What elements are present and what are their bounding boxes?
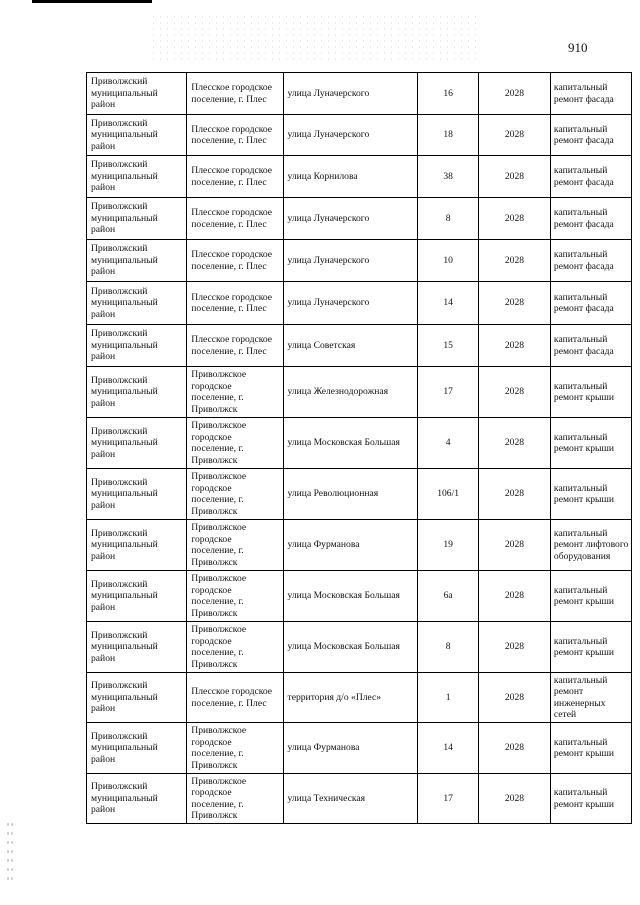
district-cell: Приволжский муниципальный район (87, 774, 187, 824)
work-type-cell: капитальный ремонт фасада (550, 73, 631, 115)
street-cell: улица Московская Большая (283, 571, 418, 622)
street-cell: улица Техническая (283, 774, 418, 824)
house-number-cell: 17 (418, 774, 479, 824)
street-cell: улица Московская Большая (283, 622, 418, 673)
work-type-cell: капитальный ремонт фасада (550, 282, 631, 325)
year-cell: 2028 (479, 198, 551, 240)
house-number-cell: 6а (418, 571, 479, 622)
settlement-cell: Плесское городское поселение, г. Плес (187, 115, 283, 156)
district-cell: Приволжский муниципальный район (87, 622, 187, 673)
year-cell: 2028 (479, 622, 551, 673)
table-row (87, 156, 632, 198)
district-cell: Приволжский муниципальный район (87, 571, 187, 622)
district-cell: Приволжский муниципальный район (87, 469, 187, 520)
work-type-cell: капитальный ремонт фасада (550, 325, 631, 367)
year-cell: 2028 (479, 418, 551, 469)
district-cell: Приволжский муниципальный район (87, 73, 187, 115)
street-cell: улица Фурманова (283, 723, 418, 774)
year-cell: 2028 (479, 240, 551, 282)
street-cell: улица Революционная (283, 469, 418, 520)
work-type-cell: капитальный ремонт фасада (550, 115, 631, 156)
work-type-cell: капитальный ремонт лифтового оборудования (550, 520, 631, 571)
house-number-cell: 14 (418, 282, 479, 325)
settlement-cell: Приволжское городское поселение, г. Приволжск (187, 622, 283, 673)
house-number-cell: 106/1 (418, 469, 479, 520)
table-row (87, 571, 632, 622)
settlement-cell: Плесское городское поселение, г. Плес (187, 240, 283, 282)
settlement-cell: Приволжское городское поселение, г. Приволжск (187, 469, 283, 520)
district-cell: Приволжский муниципальный район (87, 673, 187, 723)
table-row (87, 325, 632, 367)
street-cell: улица Московская Большая (283, 418, 418, 469)
scan-margin-marks (6, 820, 14, 880)
table-row (87, 469, 632, 520)
settlement-cell: Приволжское городское поселение, г. Приволжск (187, 774, 283, 824)
house-number-cell: 14 (418, 723, 479, 774)
house-number-cell: 8 (418, 198, 479, 240)
settlement-cell: Приволжское городское поселение, г. Приволжск (187, 571, 283, 622)
year-cell: 2028 (479, 156, 551, 198)
district-cell: Приволжский муниципальный район (87, 325, 187, 367)
table-body (87, 73, 632, 824)
work-type-cell: капитальный ремонт инженерных сетей (550, 673, 631, 723)
street-cell: улица Корнилова (283, 156, 418, 198)
settlement-cell: Плесское городское поселение, г. Плес (187, 198, 283, 240)
table-row (87, 282, 632, 325)
settlement-cell: Приволжское городское поселение, г. Приволжск (187, 418, 283, 469)
table-row (87, 723, 632, 774)
house-number-cell: 15 (418, 325, 479, 367)
capital-repair-table (86, 72, 632, 824)
street-cell: улица Железнодорожная (283, 367, 418, 418)
street-cell: территория д/о «Плес» (283, 673, 418, 723)
table-row (87, 520, 632, 571)
street-cell: улица Луначерского (283, 198, 418, 240)
table-row (87, 622, 632, 673)
work-type-cell: капитальный ремонт крыши (550, 571, 631, 622)
street-cell: улица Луначерского (283, 282, 418, 325)
year-cell: 2028 (479, 520, 551, 571)
table-row (87, 418, 632, 469)
year-cell: 2028 (479, 367, 551, 418)
scan-noise-header (150, 14, 480, 64)
settlement-cell: Приволжское городское поселение, г. Приволжск (187, 520, 283, 571)
district-cell: Приволжский муниципальный район (87, 240, 187, 282)
year-cell: 2028 (479, 325, 551, 367)
house-number-cell: 17 (418, 367, 479, 418)
district-cell: Приволжский муниципальный район (87, 156, 187, 198)
year-cell: 2028 (479, 282, 551, 325)
street-cell: улица Луначерского (283, 115, 418, 156)
table-row (87, 73, 632, 115)
district-cell: Приволжский муниципальный район (87, 367, 187, 418)
house-number-cell: 10 (418, 240, 479, 282)
work-type-cell: капитальный ремонт крыши (550, 723, 631, 774)
work-type-cell: капитальный ремонт фасада (550, 240, 631, 282)
work-type-cell: капитальный ремонт фасада (550, 198, 631, 240)
district-cell: Приволжский муниципальный район (87, 723, 187, 774)
work-type-cell: капитальный ремонт фасада (550, 156, 631, 198)
year-cell: 2028 (479, 571, 551, 622)
year-cell: 2028 (479, 774, 551, 824)
settlement-cell: Плесское городское поселение, г. Плес (187, 325, 283, 367)
house-number-cell: 38 (418, 156, 479, 198)
house-number-cell: 16 (418, 73, 479, 115)
work-type-cell: капитальный ремонт крыши (550, 622, 631, 673)
work-type-cell: капитальный ремонт крыши (550, 469, 631, 520)
house-number-cell: 4 (418, 418, 479, 469)
district-cell: Приволжский муниципальный район (87, 282, 187, 325)
table-row (87, 115, 632, 156)
house-number-cell: 8 (418, 622, 479, 673)
year-cell: 2028 (479, 723, 551, 774)
settlement-cell: Плесское городское поселение, г. Плес (187, 156, 283, 198)
house-number-cell: 18 (418, 115, 479, 156)
street-cell: улица Советская (283, 325, 418, 367)
district-cell: Приволжский муниципальный район (87, 520, 187, 571)
table-row (87, 673, 632, 723)
house-number-cell: 19 (418, 520, 479, 571)
year-cell: 2028 (479, 673, 551, 723)
settlement-cell: Приволжское городское поселение, г. Приволжск (187, 367, 283, 418)
work-type-cell: капитальный ремонт крыши (550, 418, 631, 469)
street-cell: улица Луначерского (283, 73, 418, 115)
page-number: 910 (568, 40, 588, 55)
settlement-cell: Плесское городское поселение, г. Плес (187, 673, 283, 723)
work-type-cell: капитальный ремонт крыши (550, 774, 631, 824)
work-type-cell: капитальный ремонт крыши (550, 367, 631, 418)
street-cell: улица Луначерского (283, 240, 418, 282)
district-cell: Приволжский муниципальный район (87, 418, 187, 469)
table-row (87, 367, 632, 418)
year-cell: 2028 (479, 115, 551, 156)
year-cell: 2028 (479, 73, 551, 115)
house-number-cell: 1 (418, 673, 479, 723)
street-cell: улица Фурманова (283, 520, 418, 571)
table-row (87, 240, 632, 282)
district-cell: Приволжский муниципальный район (87, 115, 187, 156)
scan-top-rule (32, 0, 152, 3)
year-cell: 2028 (479, 469, 551, 520)
table-row (87, 198, 632, 240)
district-cell: Приволжский муниципальный район (87, 198, 187, 240)
settlement-cell: Приволжское городское поселение, г. Приволжск (187, 723, 283, 774)
settlement-cell: Плесское городское поселение, г. Плес (187, 73, 283, 115)
table-row (87, 774, 632, 824)
settlement-cell: Плесское городское поселение, г. Плес (187, 282, 283, 325)
